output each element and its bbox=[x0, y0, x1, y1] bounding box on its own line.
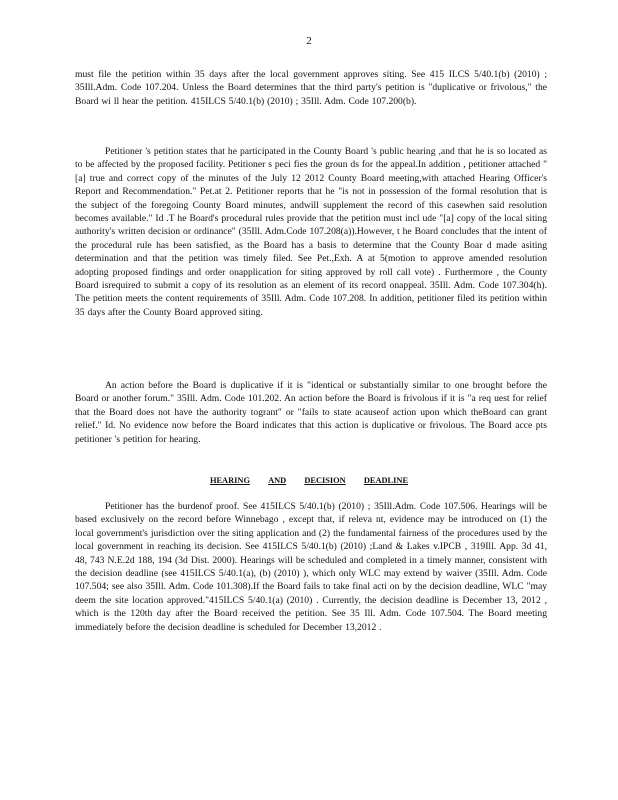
paragraph-filing-deadline: must file the petition within 35 days after the local government approves siting. See 415 ILCS 5/40.1(b) (2010) ; 35Ill.Adm. Code 107.204. Unless the Board determines that the third party's petition is "duplicative or frivolous," the Board wi ll hear the petition. 415ILCS 5/40.1(b) (2010) ; 35Ill. Adm. Code 107.200(b). bbox=[75, 69, 547, 107]
paragraph-petition-content: Petitioner 's petition states that he participated in the County Board 's public hearing ,and that he is so located as to be affected by the proposed facility. Petitioner s peci fies the groun ds for the appeal.In addition , petitioner attached "[a] true and correct copy of the minutes of the July 12 2012 County Board meeting,with attached Hearing Officer's Report and Recommendation." Pet.at 2. Petitioner reports that he "is not in possession of the formal resolution that is the subject of the foregoing County Board minutes, andwill supplement the record of this casewhen said resolution becomes available." Id .T he Board's procedural rules provide that the petition must incl ude "[a] copy of the local siting authority's written decision or ordinance" (35Ill. Adm.Code 107.208(a)).However, t he Board concludes that the intent of the procedural rule has been satisfied, as the Board has a basis to determine that the County Boar d made asiting determination and that the petition was timely filed. See Pet.,Exh. A at 5(motion to approve amended resolution adopting proposed findings and order onapplication for siting approved by roll call vote) . Furthermore , the County Board isrequired to submit a copy of its resolution as an element of its record onappeal. 35Ill. Adm. Code 107.304(h). The petition meets the content requirements of 35Ill. Adm. Code 107.208. In addition, petitioner filed its petition within 35 days after the County Board approved siting. bbox=[75, 146, 547, 318]
paragraph-hearing-deadline: Petitioner has the burdenof proof. See 415ILCS 5/40.1(b) (2010) ; 35Ill.Adm. Code 107.506. Hearings will be based exclusively on the record before Winnebago , except that, if releva nt, evidence may be introduced on (1) the local government's jurisdiction over the siting application and (2) the fundamental fairness of the procedures used by the local government in reaching its decision. See 415ILCS 5/40.1(b) (2010) ;Land & Lakes v.IPCB , 319Ill. App. 3d 41, 48, 743 N.E.2d 188, 194 (3d Dist. 2000). Hearings will be scheduled and completed in a timely manner, consistent with the decision deadline (see 415ILCS 5/40.1(a), (b) (2010) ), which only WLC may extend by waiver (35Ill. Adm. Code 107.504; see also 35Ill. Adm. Code 101.308).If the Board fails to take final acti on by the decision deadline, WLC "may deem the site location approved."415ILCS 5/40.1(a) (2010) . Currently, the decision deadline is December 13, 2012 , which is the 120th day after the Board received the petition. See 35 Ill. Adm. Code 107.504. The Board meeting immediately before the decision deadline is scheduled for December 13,2012 . bbox=[75, 501, 547, 633]
heading-word: DECISION bbox=[304, 476, 346, 485]
section-heading bbox=[0, 476, 618, 485]
heading-word: AND bbox=[268, 476, 287, 485]
heading-word: DEADLINE bbox=[363, 476, 409, 485]
page-number: 2 bbox=[306, 35, 312, 47]
paragraph-duplicative-frivolous: An action before the Board is duplicative if it is "identical or substantially similar to one brought before the Board or another forum." 35Ill. Adm. Code 101.202. An action before the Board is frivolous if it is "a req uest for relief that the Board does not have the authority togrant" or "fails to state acauseof action upon which theBoard can grant relief." Id. No evidence now before the Board indicates that this action is duplicative or frivolous. The Board acce pts petitioner 's petition for hearing. bbox=[75, 380, 547, 445]
heading-word: HEARING bbox=[209, 476, 250, 485]
